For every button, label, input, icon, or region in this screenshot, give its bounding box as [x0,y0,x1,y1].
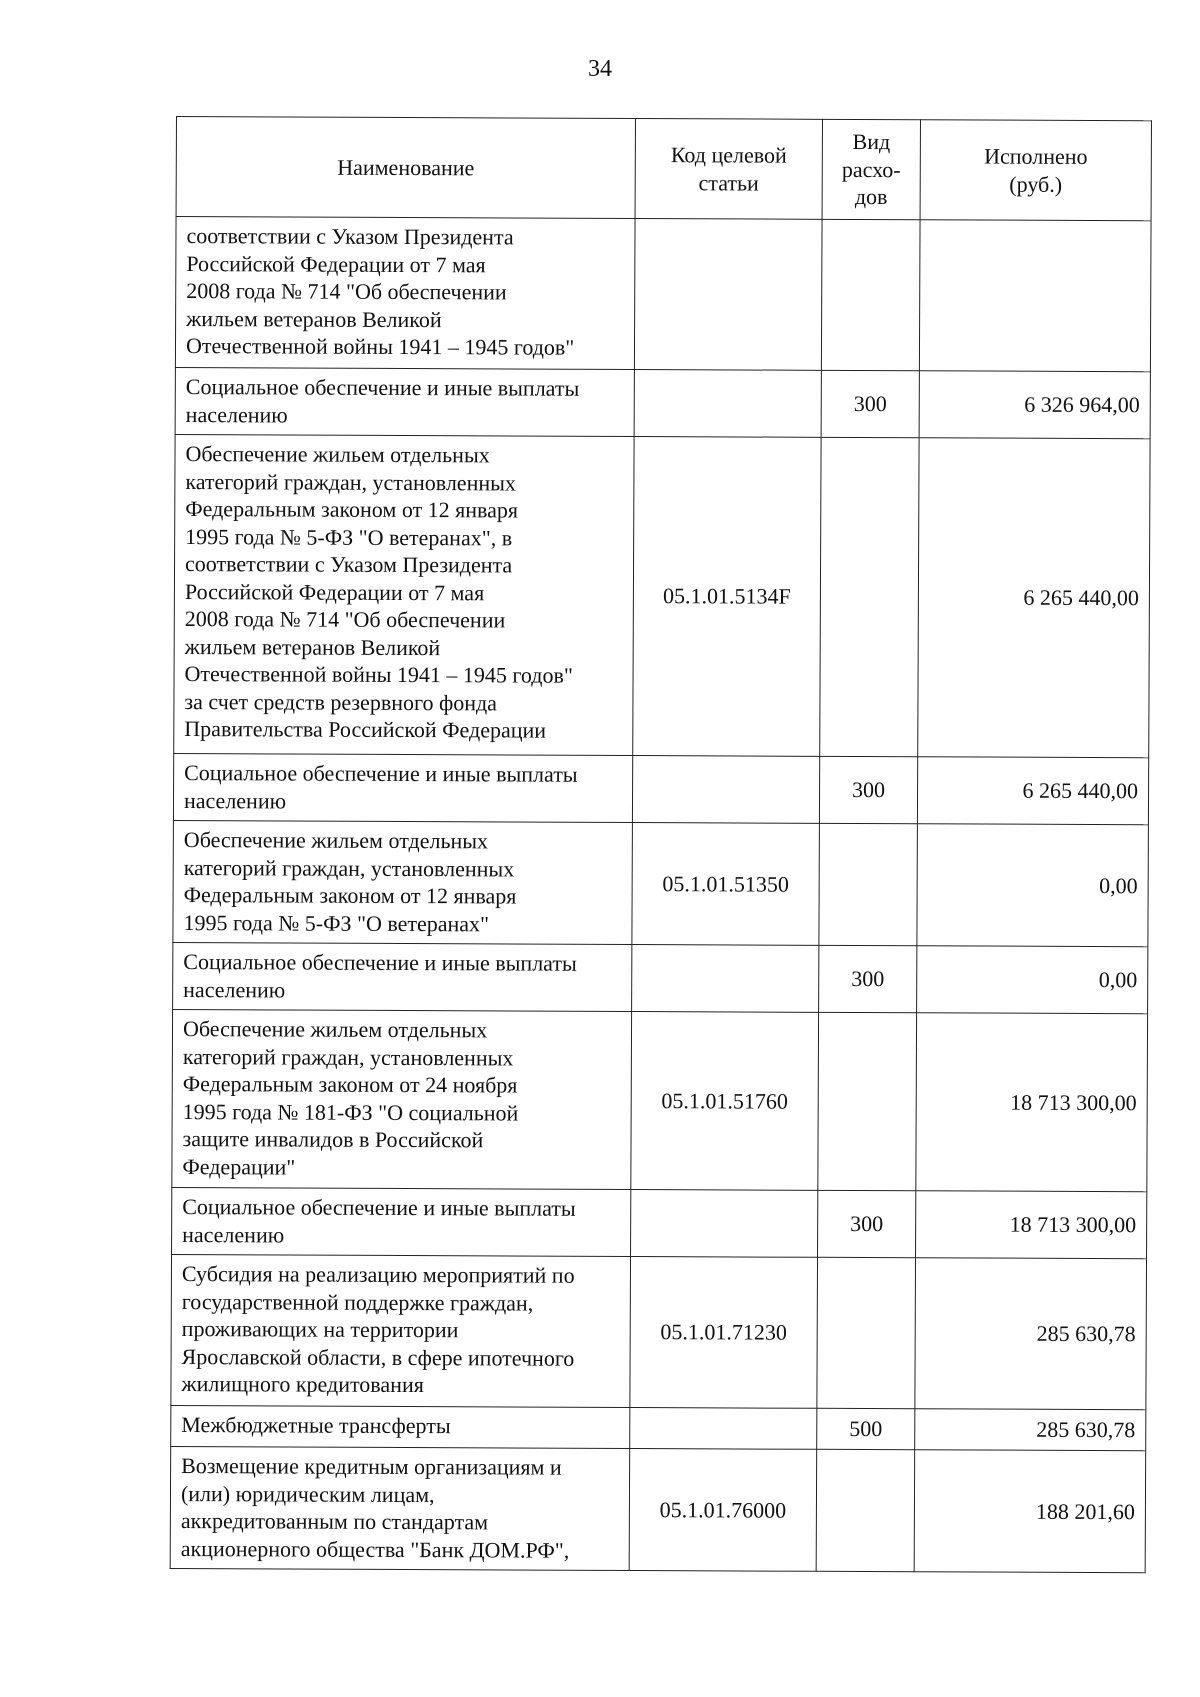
row-code [632,944,819,1012]
row-name: Обеспечение жильем отдельных категорий граждан, установленных Федеральным законом от 12 января 1995 года № 5-ФЗ "О ветеранах", в соответствии с Указом Президента Российской Федерации от 7 мая 2008 года № 714 "Об обеспечении жильем ветеранов Великой Отечественной войны 1941 – 1945 годов" за счет средств резервного фонда Правительства Российской Федерации [174,434,634,755]
row-amount: 6 265 440,00 [917,757,1148,825]
row-kind: 300 [821,370,919,437]
row-name: Социальное обеспечение и иные выплаты населению [175,367,634,436]
row-kind [821,219,920,370]
budget-table-container [176,116,1152,1569]
row-kind [819,823,918,945]
header-amount: Исполнено (руб.) [920,120,1151,221]
table-row [173,820,1149,946]
row-amount: 6 326 964,00 [919,371,1150,439]
row-code: 05.1.01.5134F [633,437,821,757]
table-row [172,1187,1147,1258]
header-code: Код целевой статьи [635,119,822,220]
row-name: соответствии с Указом Президента Российской Федерации от 7 мая 2008 года № 714 "Об обеспечении жильем ветеранов Великой Отечественной войны 1941 – 1945 годов" [175,217,635,370]
row-code [630,1407,817,1449]
row-name: Социальное обеспечение и иные выплаты населению [172,1187,631,1256]
row-code: 05.1.01.76000 [629,1448,817,1571]
row-kind [816,1449,915,1571]
table-row [170,1446,1146,1572]
table-row [173,753,1148,824]
table-row [172,1009,1148,1191]
row-amount: 6 265 440,00 [918,438,1150,758]
table-row [175,367,1150,438]
row-amount: 18 713 300,00 [916,1191,1147,1259]
row-code [634,370,821,438]
table-row [175,217,1151,372]
table-row [171,1254,1147,1409]
row-name: Социальное обеспечение и иные выплаты населению [173,942,632,1011]
row-kind: 500 [817,1408,915,1449]
row-amount [919,220,1151,372]
row-kind: 300 [819,945,917,1012]
row-amount: 285 630,78 [915,1409,1146,1451]
row-code: 05.1.01.51350 [632,822,820,945]
row-name: Обеспечение жильем отдельных категорий граждан, установленных Федеральным законом от 12 января 1995 года № 5-ФЗ "О ветеранах" [173,820,633,944]
row-kind: 300 [819,756,917,823]
row-code: 05.1.01.51760 [631,1011,819,1190]
row-name: Межбюджетные трансферты [171,1405,630,1448]
row-code [631,1189,818,1257]
header-name: Наименование [176,117,635,219]
budget-execution-table [170,116,1152,1573]
table-header-row [176,117,1151,221]
row-amount: 188 201,60 [914,1450,1146,1573]
row-code: 05.1.01.71230 [630,1256,818,1408]
page-number: 34 [588,56,612,82]
row-amount: 0,00 [917,946,1148,1014]
row-name: Субсидия на реализацию мероприятий по государственной поддержке граждан, проживающих на территории Ярославской области, в сфере ипотечного жилищного кредитования [171,1254,631,1407]
row-amount: 0,00 [917,824,1149,947]
row-kind [818,1012,917,1190]
table-row [174,434,1150,757]
row-amount: 285 630,78 [915,1258,1147,1410]
row-kind: 300 [818,1190,916,1257]
table-row [173,942,1148,1013]
row-kind [820,437,919,756]
row-name: Обеспечение жильем отдельных категорий граждан, установленных Федеральным законом от 24 ноября 1995 года № 181-ФЗ "О социальной защите инвалидов в Российской Федерации" [172,1009,632,1189]
row-amount: 18 713 300,00 [916,1013,1148,1192]
row-code [634,219,822,371]
header-kind: Вид расхо- дов [822,119,920,219]
table-row [171,1405,1146,1450]
row-name: Возмещение кредитным организациям и (или) юридическим лицам, аккредитованным по стандартам акционерного общества "Банк ДОМ.РФ", [170,1446,630,1570]
row-kind [817,1257,916,1408]
row-code [632,755,819,823]
row-name: Социальное обеспечение и иные выплаты населению [173,753,632,822]
